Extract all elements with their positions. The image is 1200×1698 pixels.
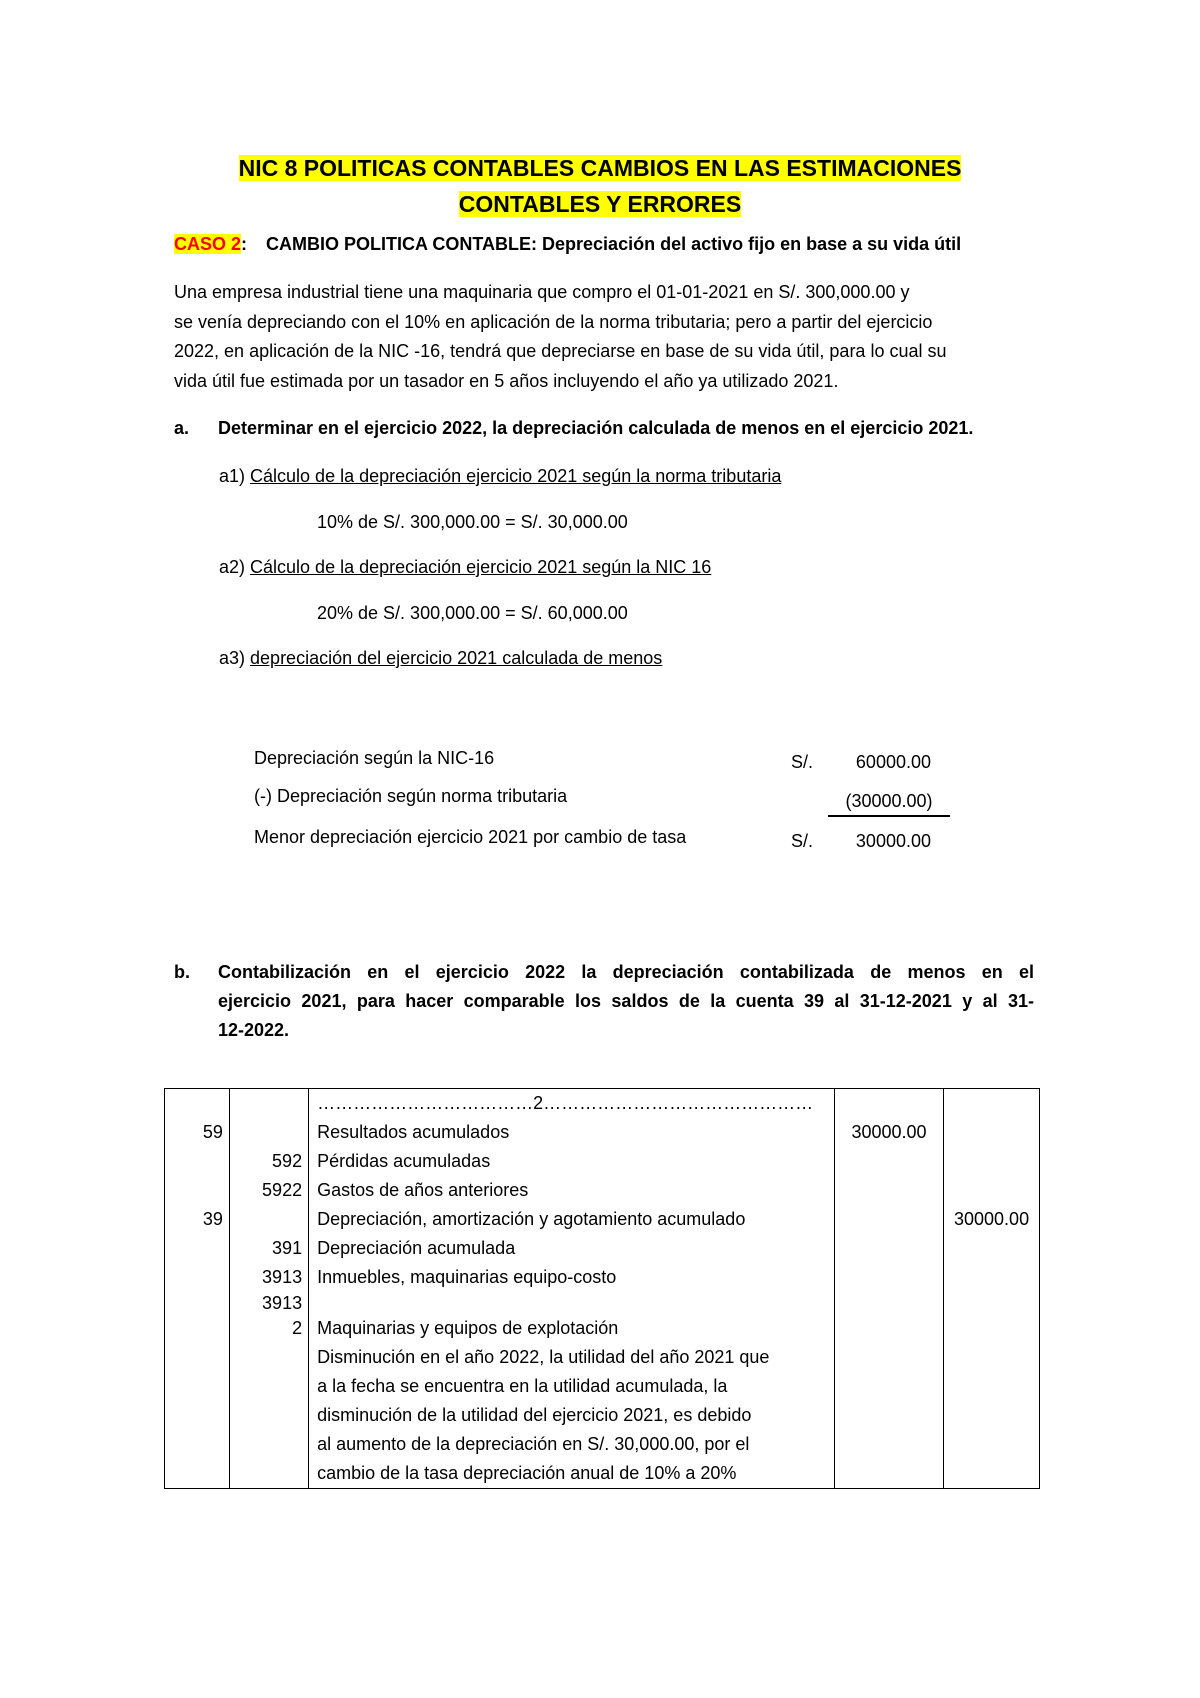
dep-row-label: Depreciación según la NIC-16 — [254, 748, 495, 768]
title-line-1: NIC 8 POLITICAS CONTABLES CAMBIOS EN LAS ESTIMACIONES — [238, 155, 962, 181]
intro-line: 2022, en aplicación de la NIC -16, tendrá que depreciarse en base de su vida útil, para lo cual su — [174, 341, 947, 361]
subaccount-cell: 391 — [272, 1238, 303, 1258]
a1-calculation: 10% de S/. 300,000.00 = S/. 30,000.00 — [317, 512, 628, 532]
dep-row-value: 30000.00 — [855, 831, 931, 851]
page-title — [0, 150, 1200, 186]
page-title-line2-wrap — [0, 186, 1200, 222]
description-line: Depreciación acumulada — [317, 1238, 516, 1258]
dep-row-value: (30000.00) — [828, 791, 950, 817]
description-line: Maquinarias y equipos de explotación — [317, 1318, 619, 1338]
dep-row-currency: S/. — [791, 752, 814, 772]
case-label: CASO 2 — [174, 234, 242, 254]
description-line — [317, 1292, 834, 1314]
item-b-marker: b. — [174, 962, 190, 982]
dep-row-label: (-) Depreciación según norma tributaria — [254, 786, 568, 806]
subaccount-cell: 5922 — [262, 1180, 303, 1200]
credit-amount: 30000.00 — [954, 1209, 1030, 1229]
account-cell — [165, 1263, 223, 1292]
journal-entry-table — [164, 1088, 1040, 1489]
description-line: Inmuebles, maquinarias equipo-costo — [317, 1267, 617, 1287]
description-col — [309, 1089, 835, 1489]
description-line: al aumento de la depreciación en S/. 30,000.00, por el — [317, 1434, 750, 1454]
a1-label: a1) — [219, 466, 246, 486]
account-cell — [165, 1089, 223, 1118]
description-line: a la fecha se encuentra en la utilidad acumulada, la — [317, 1376, 728, 1396]
a2-calculation: 20% de S/. 300,000.00 = S/. 60,000.00 — [317, 603, 628, 623]
account-cell — [165, 1234, 223, 1263]
a3-label: a3) — [219, 648, 246, 668]
description-line: disminución de la utilidad del ejercicio 2021, es debido — [317, 1405, 752, 1425]
subaccount-cell: 3913 — [262, 1267, 303, 1287]
credit-spacer — [944, 1089, 1039, 1118]
account-cell — [165, 1292, 223, 1321]
account-cell — [165, 1176, 223, 1205]
credit-spacer — [944, 1147, 1039, 1176]
case-heading — [174, 234, 961, 255]
account-cell — [165, 1321, 223, 1350]
subaccount-col — [229, 1089, 308, 1489]
subaccount-cell: 592 — [272, 1151, 303, 1171]
description-line: Depreciación, amortización y agotamiento acumulado — [317, 1209, 746, 1229]
debit-amount: 30000.00 — [851, 1122, 927, 1142]
description-line: Resultados acumulados — [317, 1122, 510, 1142]
a1-text: Cálculo de la depreciación ejercicio 2021 según la norma tributaria — [250, 466, 782, 486]
intro-line: vida útil fue estimada por un tasador en 5 años incluyendo el año ya utilizado 2021. — [174, 370, 839, 391]
subaccount-cell — [230, 1205, 302, 1234]
account-cell: 39 — [202, 1209, 223, 1229]
subaccount-cell: 3913 — [262, 1293, 303, 1313]
description-line: Pérdidas acumuladas — [317, 1151, 491, 1171]
debit-col — [834, 1089, 943, 1489]
dep-row-currency: S/. — [791, 831, 814, 851]
case-title: CAMBIO POLITICA CONTABLE: Depreciación del activo fijo en base a su vida útil — [266, 234, 962, 254]
description-line: Gastos de años anteriores — [317, 1180, 529, 1200]
title-line-2: CONTABLES Y ERRORES — [458, 191, 742, 217]
a3-text: depreciación del ejercicio 2021 calculada de menos — [250, 648, 663, 668]
description-line: ………………………………2……………………………………… — [317, 1093, 814, 1113]
dep-row-label: Menor depreciación ejercicio 2021 por cambio de tasa — [254, 827, 687, 847]
dep-row-value: 60000.00 — [855, 752, 931, 772]
credit-col — [944, 1089, 1040, 1489]
intro-line: Una empresa industrial tiene una maquinaria que compro el 01-01-2021 en S/. 300,000.00 y — [174, 282, 910, 302]
a2-text: Cálculo de la depreciación ejercicio 2021 según la NIC 16 — [250, 557, 712, 577]
credit-spacer — [944, 1176, 1039, 1205]
subitem-a2 — [219, 557, 711, 578]
description-line: cambio de la tasa depreciación anual de 10% a 20% — [317, 1463, 737, 1483]
subaccount-cell — [230, 1118, 302, 1147]
item-a — [174, 418, 973, 439]
item-b-line: Contabilización en el ejercicio 2022 la depreciación contabilizada de menos en el — [218, 962, 1034, 982]
item-a-text: Determinar en el ejercicio 2022, la depreciación calculada de menos en el ejercicio 2021. — [218, 418, 974, 438]
intro-paragraph — [174, 278, 1034, 396]
description-line: Disminución en el año 2022, la utilidad del año 2021 que — [317, 1347, 770, 1367]
subitem-a3 — [219, 648, 662, 669]
item-b-line: ejercicio 2021, para hacer comparable los saldos de la cuenta 39 al 31-12-2021 y al 31- — [218, 991, 1034, 1011]
account-cell — [165, 1147, 223, 1176]
item-b — [174, 958, 1034, 1045]
debit-spacer — [835, 1089, 943, 1118]
subaccount-cell — [230, 1089, 302, 1118]
case-colon: : — [241, 234, 248, 254]
item-b-body — [218, 958, 1034, 1045]
a2-label: a2) — [219, 557, 246, 577]
credit-spacer — [944, 1118, 1039, 1147]
item-b-line: 12-2022. — [218, 1020, 290, 1040]
subaccount-cell: 2 — [292, 1318, 303, 1338]
account-col — [165, 1089, 230, 1489]
item-a-marker: a. — [174, 418, 190, 438]
account-cell: 59 — [202, 1122, 223, 1142]
subitem-a1 — [219, 466, 781, 487]
intro-line: se venía depreciando con el 10% en aplicación de la norma tributaria; pero a partir del ejercicio — [174, 311, 933, 332]
